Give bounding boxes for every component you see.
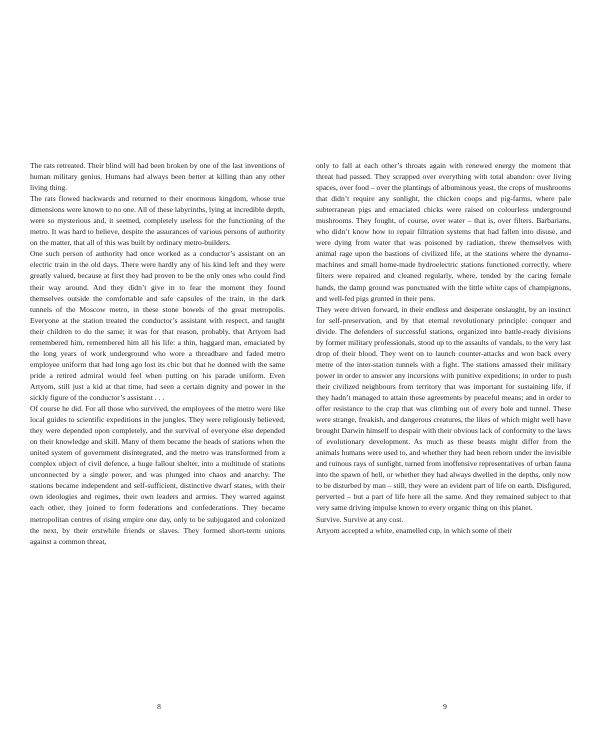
paragraph: They were driven forward, in their endless and desperate onslaught, by an instinct for self-preservation, and by that eternal revolutionary principle: conquer and divide. The defenders of successful stations, organized into battle-ready divisions by former military professionals, stood up to the assaults of vandals, to the very last drop of their blood. They went on to launch counter-attacks and won back every metre of the inter-station tunnels with a fight. The stations amassed their military power in order to answer any incursions with punitive expeditions; in order to push their civilized neighbours from territory that was important for sustaining life, if they hadn’t managed to attain these agreements by peaceful means; and in order to offer resistance to the crap that was climbing out of every hole and tunnel. These were strange, freakish, and dangerous creatures, the likes of which might well have brought Darwin himself to despair with their obvious lack of conformity to the laws of evolutionary development. As much as these beasts might differ from the animals humans were used to, and whether they had been reborn under the invisible and ruinous rays of sunlight, turned from inoffensive representatives of urban fauna into the spawn of hell, or whether they had always dwelled in the depths, only now to be disturbed by man – still, they were an evident part of life on earth. Disfigured, perverted – but a part of life here all the same. And they remained subject to that very same driving impulse known to every organic thing on this planet. (316, 304, 571, 513)
paragraph: only to fall at each other’s throats again with renewed energy the moment that threat had passed. They scrapped over everything with total abandon: over living spaces, over food – over the plantings of albuminous yeast, the crops of mushrooms that didn’t require any sunlight, the chicken coops and pig-farms, where pale subterranean pigs and emaciated chicks were raised on colourless underground mushrooms. They fought, of course, over water – that is, over filters. Barbarians, who didn’t know how to repair filtration systems that had fallen into disuse, and were dying from water that was poisoned by radiation, threw themselves with animal rage upon the bastions of civilized life, at the stations where the dynamo-machines and small home-made hydroelectric stations functioned correctly, where filters were repaired and cleaned regularly, where, tended by the caring female hands, the damp ground was punctuated with the little white caps of champignons, and well-fed pigs grunted in their pens. (316, 161, 571, 303)
paragraph: Artyom accepted a white, enamelled cup, in which some of their (316, 525, 513, 535)
paragraph: One such person of authority had once worked as a conductor’s assistant on an electric train in the old days. There were hardly any of his kind left and they were greatly valued, because at first they had proven to be the only ones who could find their way around. And they didn’t give in to fear the moment they found themselves outside the comfortable and safe capsules of the train, in the dark tunnels of the Moscow metro, in these stone bowels of the great metropolis. Everyone at the station treated the conductor’s assistant with respect, and taught their children to do the same; it was for that reason, probably, that Artyom had remembered him, remembered him all his life: a thin, haggard man, emaciated by the long years of work underground who wore a threadbare and faded metro employee uniform that had long ago lost its chic but that he donned with the same pride a retired admiral would feel when putting on his parade uniform. Even Artyom, still just a kid at that time, had seen a certain dignity and power in the sickly figure of the conductor’s assistant . . . (30, 249, 285, 402)
paragraph: The rats retreated. Their blind will had been broken by one of the last inventions of human military genius. Humans had always been better at killing than any other living thing. (30, 161, 285, 193)
paragraph: Survive. Survive at any cost. (316, 514, 404, 524)
page-number-right: 9 (443, 702, 447, 711)
left-page (30, 160, 285, 547)
page-number-left: 8 (157, 702, 161, 711)
right-page (316, 160, 571, 536)
paragraph: Of course he did. For all those who survived, the employees of the metro were like local guides to scientific expeditions in the jungles. They were religiously believed, they were depended upon completely, and the survival of everyone else depended on their knowledge and skill. Many of them became the heads of stations when the united system of government disintegrated, and the metro was transformed from a complex object of civil defence, a huge fallout shelter, into a multitude of stations unconnected by a single power, and was plunged into chaos and anarchy. The stations became independent and self-sufficient, distinctive dwarf states, with their own ideologies and regimes, their own leaders and armies. They warred against each other, they joined to form federations and confederations. They became metropolitan centres of rising empire one day, only to be subjugated and colonized the next, by their erstwhile friends or slaves. They formed short-term unions against a common threat, (30, 404, 285, 546)
paragraph: The rats flowed backwards and returned to their enormous kingdom, whose true dimensions were known to no one. All of these labyrinths, lying at incredible depth, were so mysterious and, it seemed, completely useless for the functioning of the metro. It was hard to believe, despite the assurances of various persons of authority on the matter, that all of this was built by ordinary metro-builders. (30, 194, 285, 248)
